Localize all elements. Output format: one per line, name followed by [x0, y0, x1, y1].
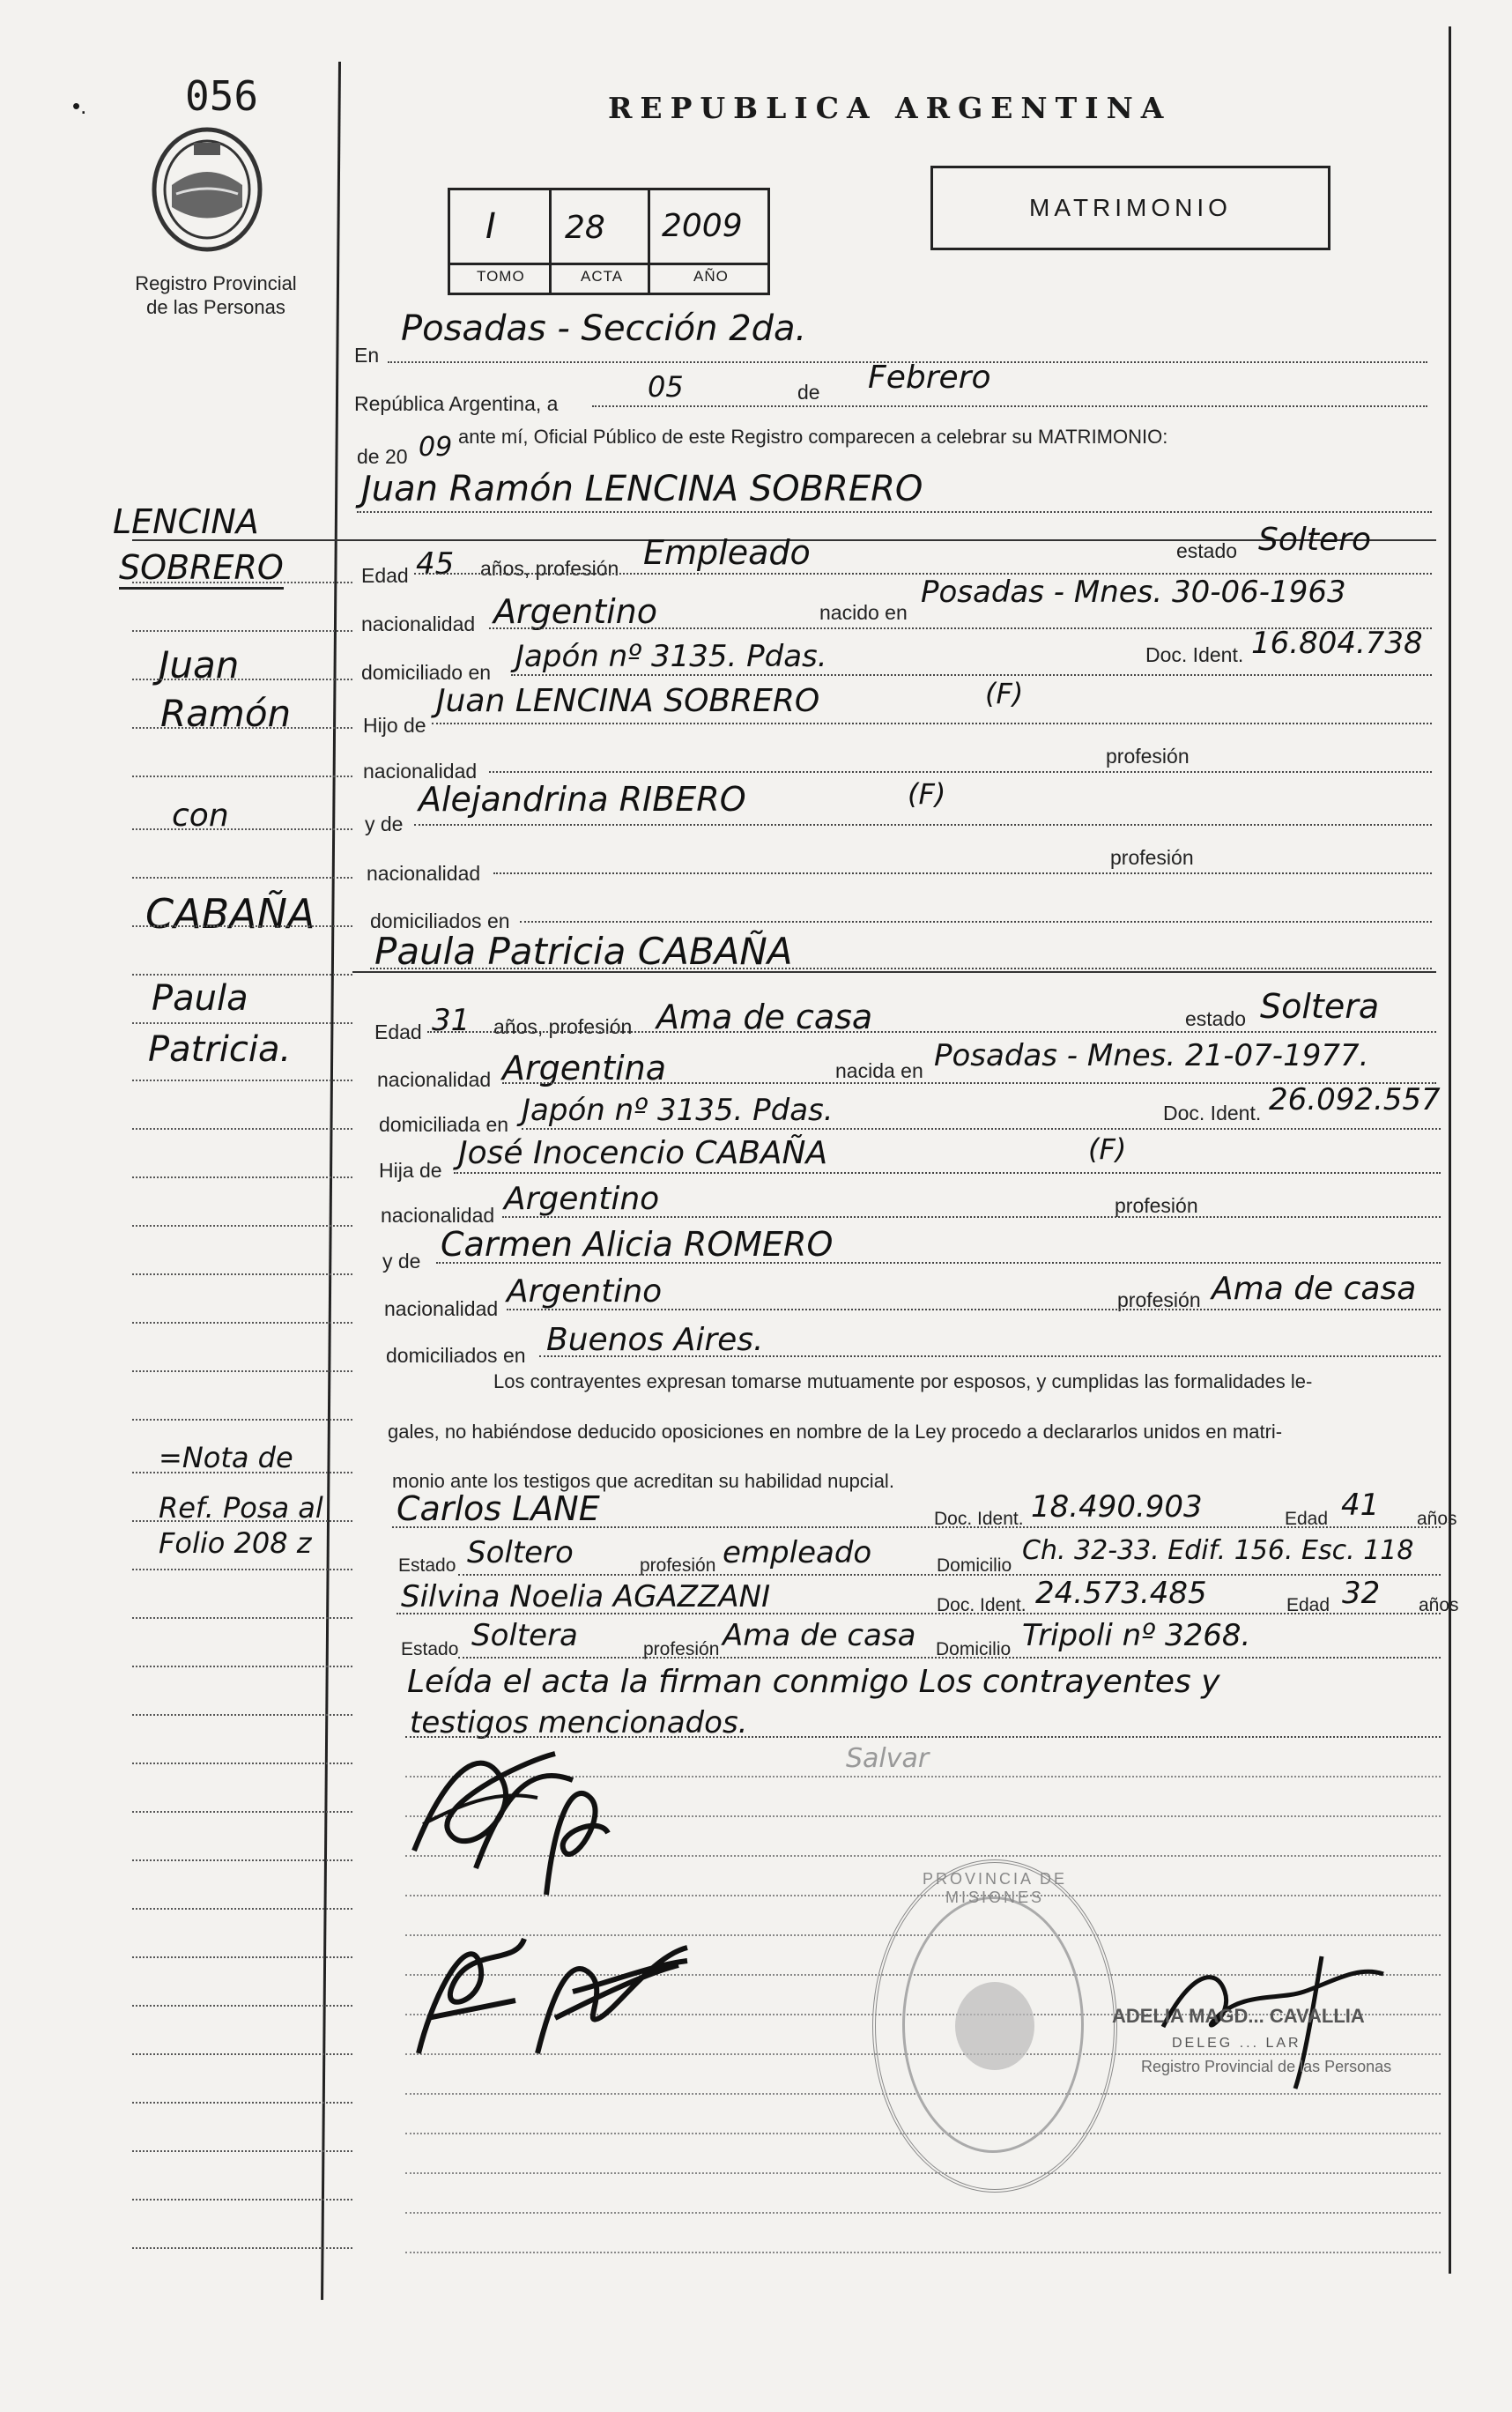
en-label: En [354, 344, 380, 367]
witness2-address: Tripoli nº 3268. [1022, 1618, 1251, 1653]
witness1-age: 41 [1341, 1488, 1380, 1523]
officer-registry: Registro Provincial de las Personas [1141, 2058, 1392, 2075]
groom-father: Juan LENCINA SOBRERO [436, 683, 820, 719]
witness2-anos-label: años [1419, 1595, 1459, 1615]
bride-doms-label: domiciliados en [386, 1344, 526, 1367]
witness2-profession: Ama de casa [723, 1618, 916, 1653]
margin-note-3: Folio 208 z [159, 1526, 312, 1560]
intro-text: ante mí, Oficial Público de este Registro comparecen a celebrar su MATRIMONIO: [458, 426, 1168, 448]
bride-hija-label: Hija de [379, 1159, 442, 1182]
witness1-doc: 18.490.903 [1031, 1489, 1203, 1525]
groom-mother-note: (F) [908, 777, 946, 811]
witness1-name: Carlos LANE [397, 1489, 600, 1528]
margin-divider [321, 62, 341, 2300]
groom-prof2-label: profesión [1106, 745, 1190, 768]
bride-mother: Carmen Alicia ROMERO [441, 1225, 834, 1264]
bride-mother-profession: Ama de casa [1212, 1271, 1417, 1307]
margin-name-4: Patricia. [148, 1029, 292, 1070]
day: 05 [648, 370, 684, 404]
rep-label: República Argentina, a [354, 392, 559, 415]
witness2-doc: 24.573.485 [1035, 1576, 1207, 1611]
groom-birth: Posadas - Mnes. 30-06-1963 [921, 575, 1346, 610]
place: Posadas - Sección 2da. [401, 308, 807, 349]
groom-estado: Soltero [1258, 522, 1371, 558]
stamp-emblem-icon [946, 1978, 1043, 2074]
acta-label: ACTA [581, 268, 624, 285]
groom-nac-label: nacionalidad [361, 612, 476, 635]
witness1-profession: empleado [723, 1535, 872, 1570]
bride-full-name: Paula Patricia CABAÑA [374, 930, 793, 973]
year-suffix: 09 [419, 432, 453, 463]
ano-value: 2009 [662, 208, 743, 244]
declaration-line-3: monio ante los testigos que acreditan su habilidad nupcial. [392, 1470, 894, 1492]
groom-doms-label: domiciliados en [370, 909, 510, 932]
groom-prof-label: años, profesión [480, 557, 619, 580]
witness2-name: Silvina Noelia AGAZZANI [401, 1579, 771, 1614]
groom-estado-label: estado [1176, 539, 1238, 562]
bride-doc: 26.092.557 [1269, 1082, 1441, 1117]
bride-estado-label: estado [1185, 1007, 1247, 1030]
groom-doc-label: Doc. Ident. [1145, 643, 1244, 666]
bride-prof-label: años, profesión [493, 1015, 633, 1038]
declaration-line-2: gales, no habiéndose deducido oposiciones en nombre de la Ley procedo a declararlos unidos en matri- [388, 1421, 1283, 1443]
margin-con: con [172, 798, 229, 834]
signature-witness-2 [520, 1921, 696, 2071]
tomo-acta-ano-table [448, 188, 770, 295]
closing-line-1: Leída el acta la firman conmigo Los contrayentes y [407, 1664, 1220, 1700]
margin-name-1: Juan [159, 643, 240, 686]
bride-birth: Posadas - Mnes. 21-07-1977. [934, 1038, 1369, 1073]
witness2-prof-label: profesión [643, 1639, 720, 1659]
margin-name-3: Paula [152, 978, 248, 1019]
bride-parents-address: Buenos Aires. [546, 1322, 764, 1358]
witness1-anos-label: años [1417, 1509, 1457, 1529]
bride-father-note: (F) [1088, 1132, 1127, 1166]
groom-nationality: Argentino [493, 592, 657, 631]
groom-address: Japón nº 3135. Pdas. [515, 639, 827, 674]
right-border [1449, 26, 1451, 2274]
groom-hijo-label: Hijo de [363, 714, 426, 737]
act-type: MATRIMONIO [1029, 194, 1232, 221]
bride-prof3-label: profesión [1117, 1288, 1201, 1311]
groom-doc: 16.804.738 [1251, 626, 1423, 661]
closing-line-2: testigos mencionados. [410, 1705, 748, 1740]
acta-value: 28 [565, 210, 605, 246]
bride-mother-nationality: Argentino [507, 1273, 663, 1310]
margin-surname-2: SOBRERO [119, 548, 284, 590]
witness2-dom-label: Domicilio [936, 1639, 1012, 1659]
margin-surname-3: CABAÑA [145, 890, 315, 938]
bride-prof2-label: profesión [1115, 1194, 1198, 1217]
groom-full-name: Juan Ramón LENCINA SOBRERO [361, 469, 923, 509]
witness1-doc-label: Doc. Ident. [934, 1509, 1024, 1529]
tomo-value: I [485, 206, 496, 247]
groom-nac3-label: nacionalidad [367, 862, 481, 885]
margin-note-2: Ref. Posa al [159, 1491, 323, 1525]
groom-edad-label: Edad [361, 564, 409, 587]
bride-nac-label: nacionalidad [377, 1068, 492, 1091]
official-stamp [872, 1859, 1117, 2193]
provincial-shield-icon [145, 123, 269, 256]
declaration-line-1: Los contrayentes expresan tomarse mutuamente por esposos, y cumplidas las formalidades le- [493, 1370, 1313, 1392]
tomo-label: TOMO [477, 268, 525, 285]
de-label: de [797, 381, 820, 404]
page-marker: •. [72, 93, 87, 119]
witness1-dom-label: Domicilio [937, 1555, 1012, 1576]
seal-text: PROVINCIA DE MISIONES [922, 1870, 1068, 1906]
witness2-estado: Soltera [471, 1618, 578, 1653]
witness1-estado: Soltero [467, 1535, 574, 1570]
groom-mother: Alejandrina RIBERO [419, 780, 746, 819]
witness2-age: 32 [1342, 1576, 1381, 1611]
witness2-estado-label: Estado [401, 1639, 459, 1659]
witness2-edad-label: Edad [1286, 1595, 1330, 1615]
officer-name: ADELIA MAGD... CAVALLIA [1112, 2005, 1365, 2027]
officer-title: DELEG ... LAR [1172, 2036, 1301, 2051]
groom-father-note: (F) [985, 677, 1024, 710]
margin-surname-1: LENCINA [113, 502, 259, 541]
bride-edad-label: Edad [374, 1020, 422, 1043]
groom-prof3-label: profesión [1110, 846, 1194, 869]
groom-yde-label: y de [365, 813, 404, 835]
bride-nationality: Argentina [502, 1049, 667, 1087]
groom-nac2-label: nacionalidad [363, 760, 478, 783]
witness2-doc-label: Doc. Ident. [937, 1595, 1027, 1615]
margin-note-1: =Nota de [159, 1441, 293, 1474]
country-title: REPUBLICA ARGENTINA [608, 91, 1172, 125]
act-type-box [930, 166, 1330, 250]
de20-label: de 20 [357, 445, 408, 468]
witness1-estado-label: Estado [398, 1555, 456, 1576]
groom-nacido-label: nacido en [819, 601, 908, 624]
bride-dom-label: domiciliada en [379, 1113, 509, 1136]
witness1-prof-label: profesión [640, 1555, 716, 1576]
groom-profession: Empleado [643, 533, 811, 572]
registry-name: Registro Provincial de las Personas [135, 272, 297, 318]
bride-yde-label: y de [382, 1250, 421, 1273]
bride-nac2-label: nacionalidad [381, 1204, 495, 1227]
bride-nacida-label: nacida en [835, 1059, 923, 1082]
groom-dom-label: domiciliado en [361, 661, 492, 684]
salvar-note: Salvar [846, 1743, 930, 1774]
bride-father: José Inocencio CABAÑA [458, 1135, 828, 1171]
bride-father-nationality: Argentino [504, 1181, 660, 1217]
bride-nac3-label: nacionalidad [384, 1297, 499, 1320]
bride-age: 31 [432, 1003, 471, 1038]
bride-doc-label: Doc. Ident. [1163, 1102, 1262, 1124]
groom-age: 45 [416, 546, 455, 582]
witness1-address: Ch. 32-33. Edif. 156. Esc. 118 [1022, 1535, 1414, 1566]
bride-address: Japón nº 3135. Pdas. [522, 1093, 834, 1128]
bride-estado: Soltera [1260, 987, 1380, 1026]
month: Febrero [868, 360, 991, 396]
margin-name-2: Ramón [160, 692, 292, 735]
witness1-edad-label: Edad [1285, 1509, 1329, 1529]
signature-bride [520, 1763, 626, 1904]
page-number: 056 [185, 72, 259, 120]
ano-label: AÑO [693, 268, 729, 285]
bride-profession: Ama de casa [656, 998, 873, 1036]
